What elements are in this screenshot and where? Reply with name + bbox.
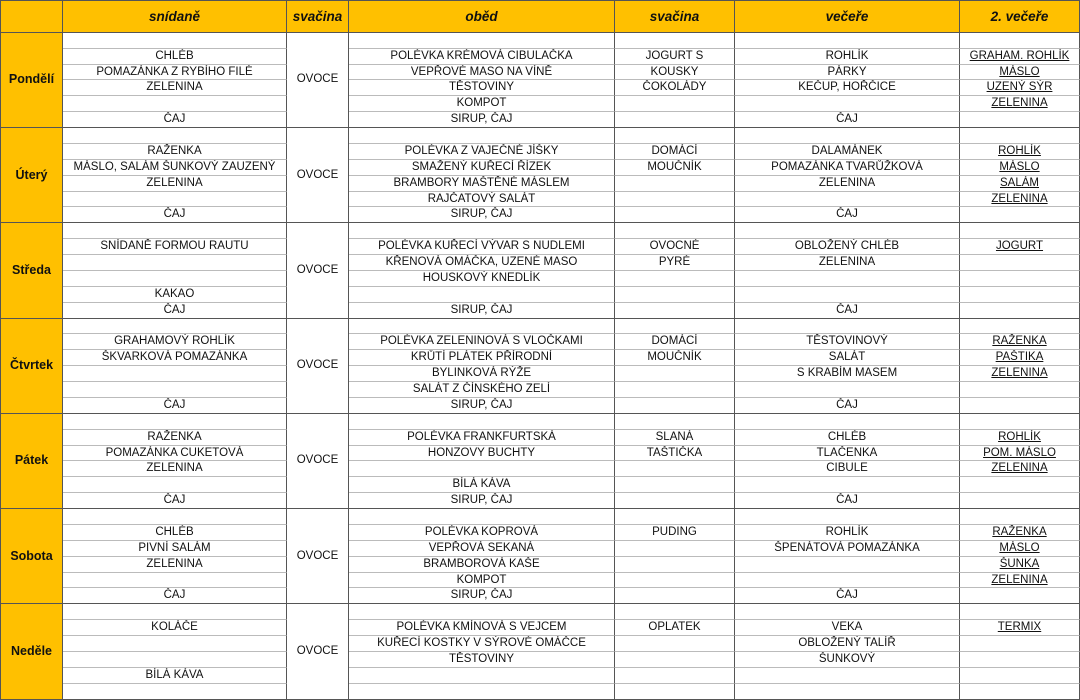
vecere2-cell	[960, 477, 1080, 493]
vecere2-cell	[960, 588, 1080, 604]
snack2-cell	[615, 398, 735, 414]
snack2-cell	[615, 112, 735, 128]
vecere-cell: ČAJ	[735, 588, 960, 604]
snack2-cell	[615, 604, 735, 620]
snidane-cell	[63, 477, 287, 493]
snidane-cell	[63, 96, 287, 112]
vecere2-cell	[960, 604, 1080, 620]
obed-cell: POLÉVKA KMÍNOVÁ S VEJCEM	[349, 620, 615, 636]
vecere2-cell: PAŠTIKA	[960, 350, 1080, 366]
vecere2-cell: RAŽENKA	[960, 334, 1080, 350]
snack-cell: OVOCE	[287, 33, 349, 128]
vecere-cell: ROHLÍK	[735, 525, 960, 541]
vecere2-cell	[960, 303, 1080, 319]
vecere2-cell: ŠUNKA	[960, 557, 1080, 573]
snidane-cell	[63, 509, 287, 525]
snack-cell: OVOCE	[287, 128, 349, 223]
snidane-cell	[63, 684, 287, 700]
snack2-cell: KOUSKY	[615, 65, 735, 81]
vecere2-cell: MÁSLO	[960, 65, 1080, 81]
vecere2-cell: POM. MÁSLO	[960, 446, 1080, 462]
obed-cell: HOUSKOVÝ KNEDLÍK	[349, 271, 615, 287]
vecere2-cell	[960, 382, 1080, 398]
vecere-cell: POMAZÁNKA TVARŮŽKOVÁ	[735, 160, 960, 176]
obed-cell: SIRUP, ČAJ	[349, 588, 615, 604]
vecere2-cell: ROHLÍK	[960, 430, 1080, 446]
snack-cell: OVOCE	[287, 414, 349, 509]
obed-cell	[349, 319, 615, 335]
obed-cell: SIRUP, ČAJ	[349, 303, 615, 319]
obed-cell: SIRUP, ČAJ	[349, 207, 615, 223]
obed-cell	[349, 668, 615, 684]
obed-cell: POLÉVKA KUŘECÍ VÝVAR S NUDLEMI	[349, 239, 615, 255]
vecere-cell: TLAČENKA	[735, 446, 960, 462]
vecere-cell	[735, 128, 960, 144]
day-label: Pondělí	[1, 33, 63, 128]
obed-cell: POLÉVKA FRANKFURTSKÁ	[349, 430, 615, 446]
vecere2-cell	[960, 493, 1080, 509]
snack2-cell	[615, 668, 735, 684]
obed-cell: RAJČATOVÝ SALÁT	[349, 192, 615, 208]
vecere2-cell	[960, 207, 1080, 223]
obed-cell: KRŮTÍ PLÁTEK PŘÍRODNÍ	[349, 350, 615, 366]
vecere-cell	[735, 382, 960, 398]
snack2-cell	[615, 207, 735, 223]
vecere-cell	[735, 319, 960, 335]
vecere2-cell	[960, 509, 1080, 525]
vecere-cell: OBLOŽENÝ CHLÉB	[735, 239, 960, 255]
snack2-cell: OPLATEK	[615, 620, 735, 636]
snidane-cell: BÍLÁ KÁVA	[63, 668, 287, 684]
snidane-cell: ČAJ	[63, 207, 287, 223]
vecere2-cell	[960, 255, 1080, 271]
snack2-cell	[615, 477, 735, 493]
snack2-cell	[615, 128, 735, 144]
vecere-cell	[735, 557, 960, 573]
snack2-cell	[615, 382, 735, 398]
vecere2-cell	[960, 112, 1080, 128]
snack2-cell	[615, 509, 735, 525]
obed-cell: BRAMBORY MAŠTĚNÉ MÁSLEM	[349, 176, 615, 192]
obed-cell: SIRUP, ČAJ	[349, 398, 615, 414]
obed-cell: KUŘECÍ KOSTKY V SÝROVÉ OMÁČCE	[349, 636, 615, 652]
snidane-cell: ZELENINA	[63, 176, 287, 192]
snack2-cell	[615, 557, 735, 573]
vecere2-cell	[960, 287, 1080, 303]
vecere2-cell	[960, 684, 1080, 700]
snack2-cell: PYRÉ	[615, 255, 735, 271]
vecere-cell: ČAJ	[735, 207, 960, 223]
snack2-cell: PUDING	[615, 525, 735, 541]
snack2-cell	[615, 303, 735, 319]
snack2-cell	[615, 176, 735, 192]
vecere-cell: PÁRKY	[735, 65, 960, 81]
obed-cell: VEPŘOVÉ MASO NA VÍNĚ	[349, 65, 615, 81]
day-label: Sobota	[1, 509, 63, 604]
vecere-cell: VEKA	[735, 620, 960, 636]
snack2-cell	[615, 271, 735, 287]
obed-cell: SALÁT Z ČÍNSKÉHO ZELÍ	[349, 382, 615, 398]
vecere2-cell: SALÁM	[960, 176, 1080, 192]
snack2-cell	[615, 461, 735, 477]
obed-cell: SIRUP, ČAJ	[349, 112, 615, 128]
snidane-cell: ŠKVARKOVÁ POMAZÁNKA	[63, 350, 287, 366]
vecere-cell: OBLOŽENÝ TALÍŘ	[735, 636, 960, 652]
obed-cell: SMAŽENÝ KUŘECÍ ŘÍZEK	[349, 160, 615, 176]
snidane-cell	[63, 33, 287, 49]
vecere2-cell	[960, 223, 1080, 239]
snack2-cell	[615, 33, 735, 49]
obed-cell: POLÉVKA ZELENINOVÁ S VLOČKAMI	[349, 334, 615, 350]
snidane-cell	[63, 128, 287, 144]
snidane-cell: PIVNÍ SALÁM	[63, 541, 287, 557]
snidane-cell	[63, 192, 287, 208]
vecere2-cell	[960, 636, 1080, 652]
snidane-cell	[63, 652, 287, 668]
vecere-cell	[735, 668, 960, 684]
obed-cell	[349, 128, 615, 144]
vecere-cell: TĚSTOVINOVÝ	[735, 334, 960, 350]
snidane-cell: ZELENINA	[63, 80, 287, 96]
snidane-cell	[63, 604, 287, 620]
vecere2-cell	[960, 319, 1080, 335]
snidane-cell	[63, 319, 287, 335]
vecere-cell	[735, 96, 960, 112]
vecere2-cell: ZELENINA	[960, 192, 1080, 208]
snidane-cell: ČAJ	[63, 588, 287, 604]
header-vecere: večeře	[735, 1, 960, 33]
obed-cell	[349, 461, 615, 477]
vecere2-cell: ZELENINA	[960, 96, 1080, 112]
vecere-cell: SALÁT	[735, 350, 960, 366]
snidane-cell: MÁSLO, SALÁM ŠUNKOVÝ ZAUZENÝ	[63, 160, 287, 176]
snack-cell: OVOCE	[287, 223, 349, 318]
snack-cell: OVOCE	[287, 604, 349, 699]
vecere-cell	[735, 192, 960, 208]
header-vecere-2: 2. večeře	[960, 1, 1080, 33]
snack2-cell	[615, 287, 735, 303]
vecere2-cell	[960, 398, 1080, 414]
obed-cell: TĚSTOVINY	[349, 652, 615, 668]
obed-cell: TĚSTOVINY	[349, 80, 615, 96]
obed-cell: VEPŘOVÁ SEKANÁ	[349, 541, 615, 557]
vecere2-cell	[960, 128, 1080, 144]
vecere-cell: ČAJ	[735, 112, 960, 128]
vecere2-cell: ZELENINA	[960, 461, 1080, 477]
snidane-cell: POMAZÁNKA Z RYBÍHO FILÉ	[63, 65, 287, 81]
obed-cell: BÍLÁ KÁVA	[349, 477, 615, 493]
snack2-cell: MOUČNÍK	[615, 160, 735, 176]
snack2-cell: DOMÁCÍ	[615, 334, 735, 350]
vecere2-cell: MÁSLO	[960, 541, 1080, 557]
obed-cell: POLÉVKA KRÉMOVÁ CIBULAČKA	[349, 49, 615, 65]
snidane-cell: GRAHAMOVÝ ROHLÍK	[63, 334, 287, 350]
header-corner	[1, 1, 63, 33]
obed-cell: BRAMBOROVÁ KAŠE	[349, 557, 615, 573]
snack2-cell: OVOCNÉ	[615, 239, 735, 255]
vecere-cell	[735, 684, 960, 700]
day-label: Neděle	[1, 604, 63, 699]
vecere2-cell	[960, 652, 1080, 668]
obed-cell	[349, 509, 615, 525]
vecere-cell	[735, 573, 960, 589]
snidane-cell: ČAJ	[63, 112, 287, 128]
vecere-cell: CHLÉB	[735, 430, 960, 446]
vecere2-cell: ZELENINA	[960, 573, 1080, 589]
vecere-cell: ŠPENÁTOVÁ POMAZÁNKA	[735, 541, 960, 557]
snidane-cell: ČAJ	[63, 493, 287, 509]
snack2-cell	[615, 541, 735, 557]
vecere-cell: CIBULE	[735, 461, 960, 477]
snack-cell: OVOCE	[287, 509, 349, 604]
vecere2-cell: TERMIX	[960, 620, 1080, 636]
snack2-cell	[615, 636, 735, 652]
vecere-cell: ČAJ	[735, 303, 960, 319]
vecere2-cell: JOGURT	[960, 239, 1080, 255]
snidane-cell: RAŽENKA	[63, 144, 287, 160]
vecere2-cell	[960, 271, 1080, 287]
vecere-cell: S KRABÍM MASEM	[735, 366, 960, 382]
header-svacina-1: svačina	[287, 1, 349, 33]
vecere-cell	[735, 223, 960, 239]
vecere2-cell: UZENÝ SÝR	[960, 80, 1080, 96]
vecere2-cell	[960, 668, 1080, 684]
snack2-cell	[615, 319, 735, 335]
snack2-cell: MOUČNÍK	[615, 350, 735, 366]
vecere2-cell: ROHLÍK	[960, 144, 1080, 160]
snidane-cell: ZELENINA	[63, 461, 287, 477]
obed-cell: KŘENOVÁ OMÁČKA, UZENÉ MASO	[349, 255, 615, 271]
snack2-cell	[615, 684, 735, 700]
vecere-cell	[735, 604, 960, 620]
snidane-cell: SNÍDANĚ FORMOU RAUTU	[63, 239, 287, 255]
snack-cell: OVOCE	[287, 319, 349, 414]
obed-cell	[349, 604, 615, 620]
snidane-cell: ZELENINA	[63, 557, 287, 573]
snack2-cell	[615, 414, 735, 430]
snidane-cell: POMAZÁNKA CUKETOVÁ	[63, 446, 287, 462]
vecere-cell	[735, 477, 960, 493]
snidane-cell: ČAJ	[63, 398, 287, 414]
snack2-cell	[615, 366, 735, 382]
vecere-cell: ŠUNKOVÝ	[735, 652, 960, 668]
snidane-cell: ČAJ	[63, 303, 287, 319]
vecere-cell	[735, 287, 960, 303]
snidane-cell	[63, 255, 287, 271]
vecere-cell	[735, 414, 960, 430]
snidane-cell	[63, 636, 287, 652]
vecere2-cell: ZELENINA	[960, 366, 1080, 382]
vecere2-cell: MÁSLO	[960, 160, 1080, 176]
snidane-cell	[63, 414, 287, 430]
vecere-cell: ČAJ	[735, 398, 960, 414]
obed-cell: POLÉVKA Z VAJEČNÉ JÍŠKY	[349, 144, 615, 160]
snack2-cell	[615, 573, 735, 589]
obed-cell	[349, 223, 615, 239]
vecere2-cell	[960, 33, 1080, 49]
obed-cell	[349, 287, 615, 303]
obed-cell: KOMPOT	[349, 96, 615, 112]
obed-cell	[349, 684, 615, 700]
snidane-cell: CHLÉB	[63, 525, 287, 541]
snack2-cell: TAŠTIČKA	[615, 446, 735, 462]
vecere-cell	[735, 33, 960, 49]
snidane-cell	[63, 573, 287, 589]
snack2-cell: DOMÁCÍ	[615, 144, 735, 160]
snidane-cell: KOLÁČE	[63, 620, 287, 636]
vecere2-cell: GRAHAM. ROHLÍK	[960, 49, 1080, 65]
snidane-cell: CHLÉB	[63, 49, 287, 65]
vecere-cell	[735, 271, 960, 287]
obed-cell	[349, 33, 615, 49]
snack2-cell: ČOKOLÁDY	[615, 80, 735, 96]
day-label: Pátek	[1, 414, 63, 509]
header-snidane: snídaně	[63, 1, 287, 33]
snidane-cell	[63, 223, 287, 239]
header-svacina-2: svačina	[615, 1, 735, 33]
vecere2-cell: RAŽENKA	[960, 525, 1080, 541]
vecere-cell: KEČUP, HOŘČICE	[735, 80, 960, 96]
vecere-cell: ROHLÍK	[735, 49, 960, 65]
day-label: Čtvrtek	[1, 319, 63, 414]
obed-cell: SIRUP, ČAJ	[349, 493, 615, 509]
snidane-cell	[63, 271, 287, 287]
vecere-cell: ZELENINA	[735, 255, 960, 271]
snack2-cell	[615, 223, 735, 239]
snidane-cell: RAŽENKA	[63, 430, 287, 446]
obed-cell: BYLINKOVÁ RÝŽE	[349, 366, 615, 382]
snidane-cell	[63, 382, 287, 398]
snack2-cell	[615, 96, 735, 112]
snack2-cell: SLANÁ	[615, 430, 735, 446]
obed-cell: HONZOVY BUCHTY	[349, 446, 615, 462]
snidane-cell: KAKAO	[63, 287, 287, 303]
header-obed: oběd	[349, 1, 615, 33]
vecere-cell: DALAMÁNEK	[735, 144, 960, 160]
vecere-cell	[735, 509, 960, 525]
vecere-cell: ČAJ	[735, 493, 960, 509]
obed-cell: POLÉVKA KOPROVÁ	[349, 525, 615, 541]
obed-cell	[349, 414, 615, 430]
snack2-cell	[615, 493, 735, 509]
snidane-cell	[63, 366, 287, 382]
snack2-cell: JOGURT S	[615, 49, 735, 65]
day-label: Středa	[1, 223, 63, 318]
snack2-cell	[615, 588, 735, 604]
snack2-cell	[615, 192, 735, 208]
vecere-cell: ZELENINA	[735, 176, 960, 192]
day-label: Úterý	[1, 128, 63, 223]
obed-cell: KOMPOT	[349, 573, 615, 589]
snack2-cell	[615, 652, 735, 668]
vecere2-cell	[960, 414, 1080, 430]
